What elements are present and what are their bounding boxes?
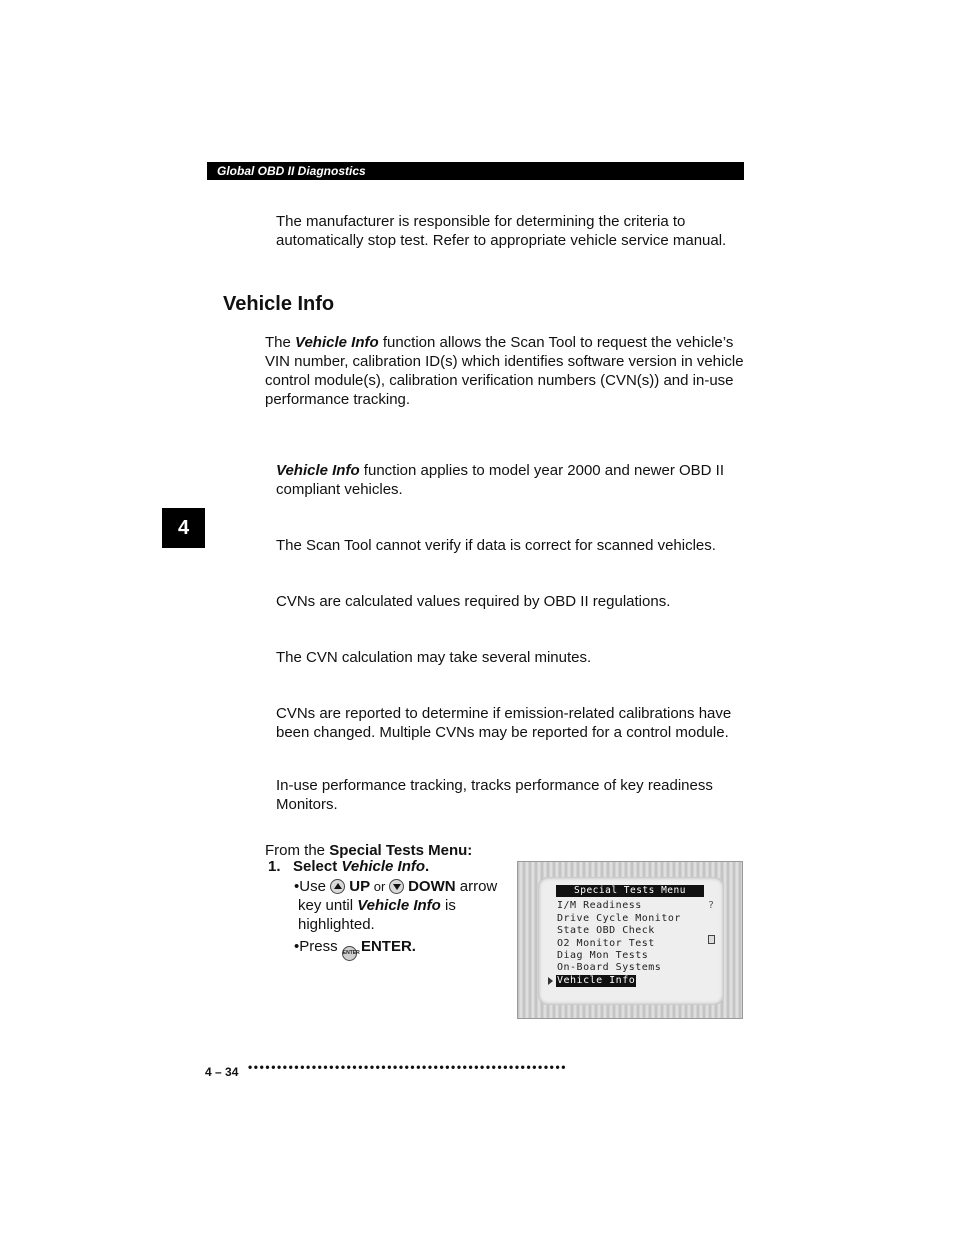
down-arrow-icon (389, 879, 404, 894)
note-cvn-required: CVNs are calculated values required by OBD II regulations. (276, 593, 671, 610)
note-cvn-reported: CVNs are reported to determine if emission-related calibrations have been changed. Multiple CVNs may be reported for a control module. (276, 705, 732, 741)
chapter-tab: 4 (162, 508, 205, 548)
procedure-press: •Press ENTER ENTER. (294, 937, 416, 961)
lcd-menu-item: Drive Cycle Monitor (557, 913, 681, 924)
note-applies: Vehicle Info function applies to model year 2000 and newer OBD II compliant vehicles. (276, 462, 725, 498)
lcd-menu-item: Diag Mon Tests (557, 950, 649, 961)
footer-dot-leader: ••••••••••••••••••••••••••••••••••••••••••••••••••••••• (248, 1060, 568, 1074)
lcd-menu-title: Special Tests Menu (556, 885, 704, 897)
lcd-display (538, 877, 724, 1005)
enter-key-icon: ENTER (342, 946, 357, 961)
procedure-step-1: 1. Select Vehicle Info. (268, 858, 430, 875)
selection-arrow-icon (548, 977, 553, 985)
note-auto-stop: The manufacturer is responsible for determining the criteria to automatically stop test. Refer to appropriate vehicle service manual. (276, 213, 727, 249)
up-arrow-icon (330, 879, 345, 894)
section-heading: Vehicle Info (223, 293, 335, 315)
procedure-use-line: •Use UP or DOWN arrow (294, 878, 498, 895)
procedure-from: From the Special Tests Menu: (265, 842, 473, 859)
lcd-menu-item: O2 Monitor Test (557, 938, 655, 949)
note-verify: The Scan Tool cannot verify if data is correct for scanned vehicles. (276, 537, 716, 554)
page-number: 4 – 34 (205, 1065, 239, 1079)
lcd-menu-item: I/M Readiness (557, 900, 642, 911)
procedure-key-until: key until Vehicle Info is (298, 897, 456, 914)
help-icon: ? (708, 900, 715, 911)
scan-tool-screen (517, 861, 743, 1019)
scroll-indicator-icon (708, 935, 715, 944)
section-intro: The Vehicle Info function allows the Scan Tool to request the vehicle’s VIN number, calibration ID(s) which identifies software version in vehicle control module(s), calibration verification numbers (CVN(s)) and in-use performance tracking. (265, 334, 744, 408)
lcd-menu-item: On-Board Systems (557, 962, 662, 973)
lcd-menu-item-selected: Vehicle Info (557, 975, 636, 986)
lcd-menu-item: State OBD Check (557, 925, 655, 936)
running-header: Global OBD II Diagnostics (207, 162, 744, 180)
note-cvn-time: The CVN calculation may take several minutes. (276, 649, 592, 666)
procedure-highlighted: highlighted. (298, 916, 375, 933)
note-in-use: In-use performance tracking, tracks performance of key readiness Monitors. (276, 777, 713, 813)
